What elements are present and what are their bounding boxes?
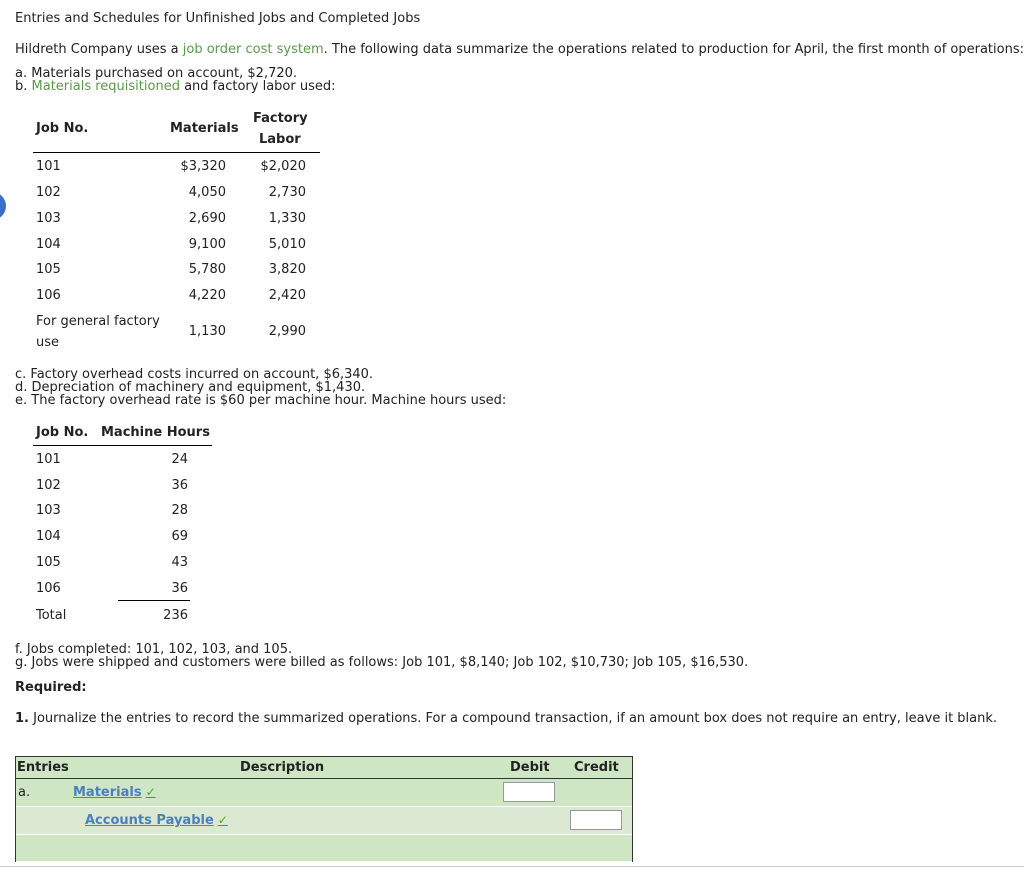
t2-row-hours: 36 (171, 581, 188, 596)
t2-row-job: 105 (36, 555, 61, 570)
entry-row-a-credit (16, 807, 632, 835)
t2-row-hours: 28 (171, 503, 188, 518)
t2-row-job: 106 (36, 581, 61, 596)
journal-entries-table (15, 756, 633, 862)
t1-header-job: Job No. (36, 121, 89, 136)
item-g-label: g. (15, 655, 28, 670)
t2-total-label: Total (36, 608, 67, 623)
t1-row-materials: 4,220 (188, 288, 226, 303)
item-c-text: Factory overhead costs incurred on account, $6,340. (30, 367, 374, 382)
t1-row-labor: 3,820 (268, 262, 306, 277)
t2-row-job: 101 (36, 452, 61, 467)
t1-general-label-2: use (36, 335, 60, 350)
item-f-text: Jobs completed: 101, 102, 103, and 105. (26, 642, 293, 657)
t2-total-rule (118, 600, 190, 601)
t1-row-materials: 2,690 (188, 211, 226, 226)
item-b-text: and factory labor used: (179, 79, 336, 94)
intro-text (15, 42, 1024, 57)
page-title: Entries and Schedules for Unfinished Jobs and Completed Jobs (15, 11, 421, 26)
t2-header-rule (33, 445, 212, 446)
checkmark-icon: ✓ (145, 785, 156, 799)
item-g (15, 655, 748, 670)
item-f-label: f. (15, 642, 23, 657)
item-e-text: The factory overhead rate is $60 per machine hour. Machine hours used: (31, 393, 507, 408)
job-order-cost-link[interactable]: job order cost system (182, 42, 324, 57)
account-select-accounts-payable[interactable] (85, 813, 228, 828)
debit-input[interactable] (503, 782, 555, 802)
account-name: Accounts Payable (85, 813, 214, 828)
entry-label: a. (18, 785, 31, 800)
t1-row-job: 101 (36, 159, 61, 174)
account-name: Materials (73, 785, 142, 800)
t2-row-job: 102 (36, 478, 61, 493)
t1-general-labor: 2,990 (268, 324, 306, 339)
t1-header-materials: Materials (170, 121, 239, 136)
item-c-label: c. (15, 367, 27, 382)
t2-row-hours: 36 (171, 478, 188, 493)
item-e-label: e. (15, 393, 28, 408)
entries-header-debit: Debit (510, 760, 550, 775)
bottom-divider (0, 866, 1024, 867)
t1-row-labor: 1,330 (268, 211, 306, 226)
t1-row-labor: 2,420 (268, 288, 306, 303)
t1-general-label-1: For general factory (36, 314, 160, 329)
t2-row-job: 104 (36, 529, 61, 544)
entry-row-empty (16, 835, 632, 862)
account-select-materials[interactable] (73, 785, 156, 800)
item-a-text: Materials purchased on account, $2,720. (31, 66, 298, 81)
entry-row-a-debit (16, 779, 632, 807)
t1-row-job: 104 (36, 237, 61, 252)
t1-row-job: 105 (36, 262, 61, 277)
t2-total-value: 236 (163, 608, 188, 623)
t1-row-labor: $2,020 (260, 159, 306, 174)
side-tab-handle[interactable] (0, 192, 6, 220)
entries-header-description: Description (240, 760, 325, 775)
required-label: Required: (15, 680, 87, 695)
t2-row-hours: 24 (171, 452, 188, 467)
instruction-1 (15, 711, 997, 726)
t1-row-job: 106 (36, 288, 61, 303)
t1-row-materials: 9,100 (188, 237, 226, 252)
t2-row-hours: 69 (171, 529, 188, 544)
item-b (15, 79, 336, 94)
item-d-text: Depreciation of machinery and equipment, $1,430. (31, 380, 366, 395)
t2-header-hours: Machine Hours (101, 425, 210, 440)
entries-header-credit: Credit (574, 760, 619, 775)
t1-general-materials: 1,130 (188, 324, 226, 339)
t1-header-labor-1: Factory (253, 111, 308, 126)
item-a-label: a. (15, 66, 28, 81)
t1-row-labor: 5,010 (268, 237, 306, 252)
t1-row-materials: $3,320 (180, 159, 226, 174)
t1-row-materials: 4,050 (188, 185, 226, 200)
t2-row-hours: 43 (171, 555, 188, 570)
t1-header-rule (33, 152, 320, 153)
t1-row-job: 103 (36, 211, 61, 226)
t1-row-materials: 5,780 (188, 262, 226, 277)
intro-pre: Hildreth Company uses a (15, 42, 183, 57)
entries-header-entries: Entries (17, 760, 69, 775)
item-e (15, 393, 506, 408)
checkmark-icon: ✓ (217, 813, 228, 827)
materials-requisitioned-link[interactable]: Materials requisitioned (31, 79, 180, 94)
instruction-number: 1. (15, 711, 29, 726)
item-g-text: Jobs were shipped and customers were billed as follows: Job 101, $8,140; Job 102, $10,730; Job 105, $16,530. (31, 655, 749, 670)
item-d-label: d. (15, 380, 28, 395)
credit-input[interactable] (570, 810, 622, 830)
t1-header-labor-2: Labor (259, 132, 301, 147)
item-b-label: b. (15, 79, 28, 94)
t1-row-labor: 2,730 (268, 185, 306, 200)
t2-row-job: 103 (36, 503, 61, 518)
instruction-text: Journalize the entries to record the summarized operations. For a compound transaction, if an amount box does not require an entry, leave it blank. (33, 711, 998, 726)
intro-post: . The following data summarize the operations related to production for April, the first month of operations: (323, 42, 1024, 57)
t1-row-job: 102 (36, 185, 61, 200)
t2-header-job: Job No. (36, 425, 89, 440)
entries-header (16, 757, 632, 779)
